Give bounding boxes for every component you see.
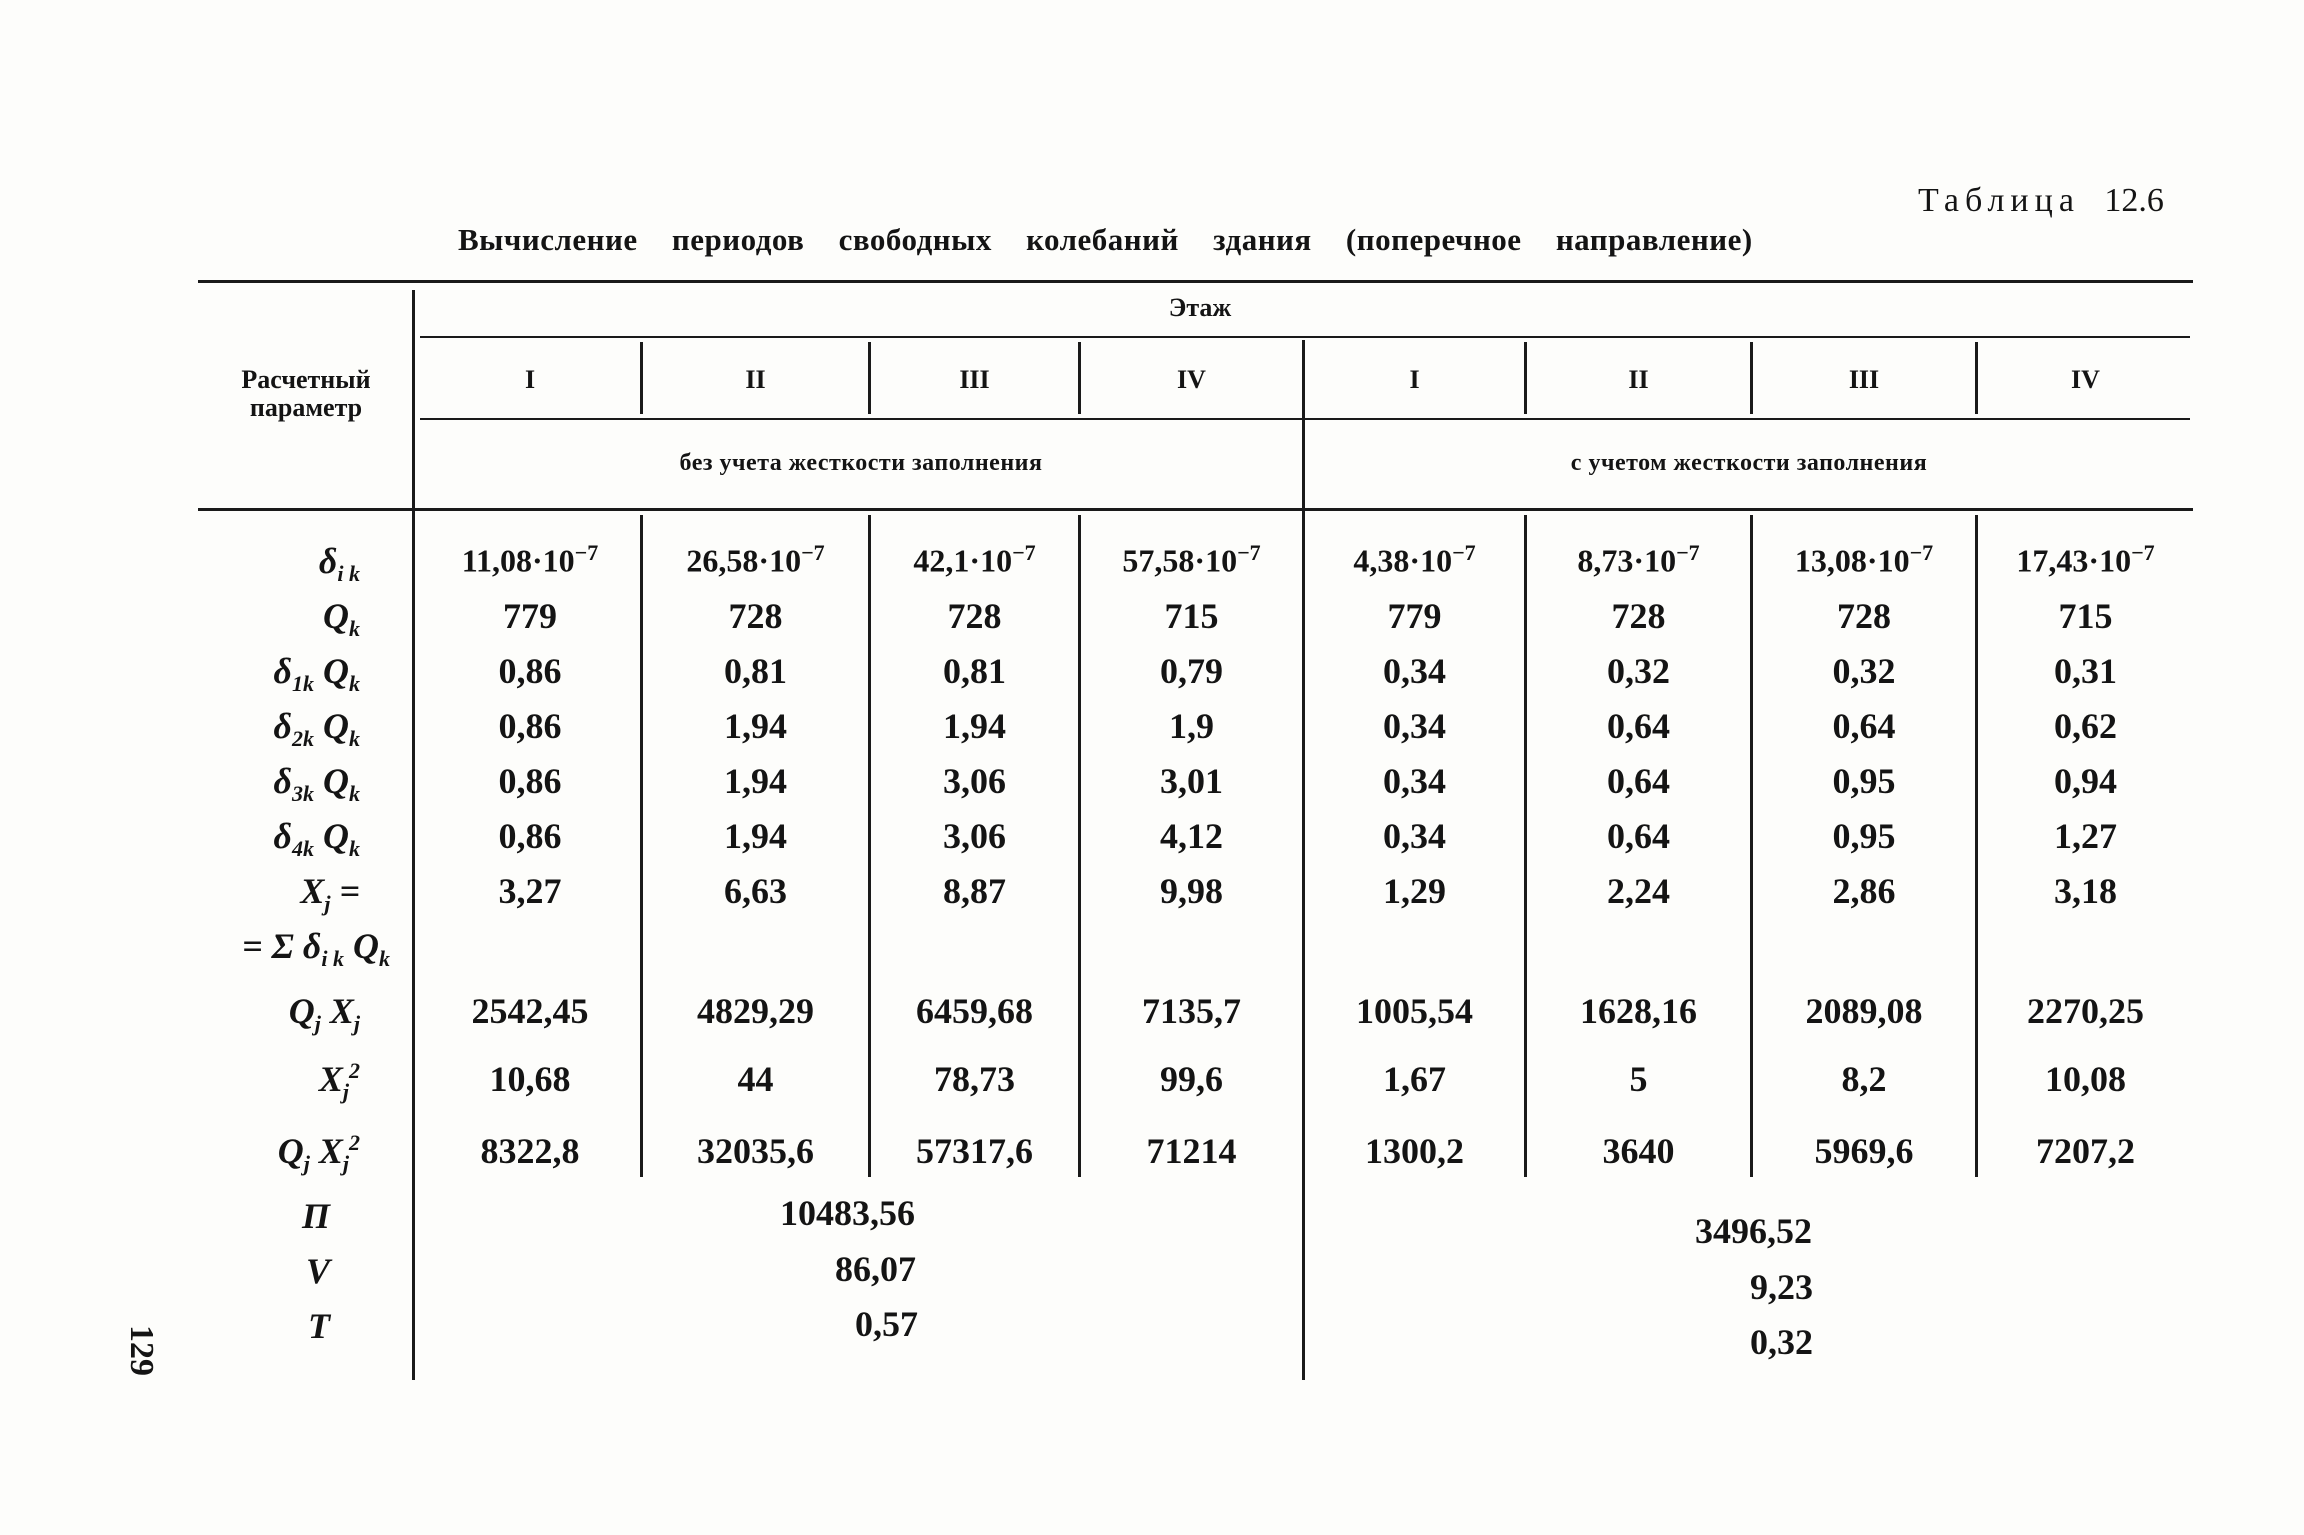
cell-value: 6,63 <box>724 871 787 911</box>
table-cell <box>1305 1130 1524 1172</box>
group-right-header: с учетом жесткости заполнения <box>1570 450 1928 476</box>
cell-value: 3,06 <box>943 816 1006 856</box>
table-cell <box>420 760 640 802</box>
table-cell <box>1081 540 1302 580</box>
floor-rule <box>420 336 2190 338</box>
floor-header: Этаж <box>1168 293 1232 322</box>
table-cell <box>871 595 1078 637</box>
cell-value: 8322,8 <box>480 1131 580 1171</box>
cell-value: 0,32 <box>1607 651 1670 691</box>
cell-value: 1,67 <box>1383 1059 1446 1099</box>
floor-col-header: IV <box>1177 365 1206 394</box>
cell-value: 0,86 <box>498 816 562 856</box>
summary-v-right: 9,23 <box>1750 1267 1813 1307</box>
table-cell <box>871 815 1078 857</box>
cell-value: 57,58·10 <box>1122 542 1238 579</box>
table-cell <box>1978 760 2193 802</box>
cell-value: 0,32 <box>1832 651 1896 691</box>
table-cell <box>871 870 1078 912</box>
cell-value: 10,68 <box>489 1059 571 1099</box>
cell-value: 0,34 <box>1383 816 1446 856</box>
table-cell <box>1305 1058 1524 1100</box>
cell-value: 3,27 <box>498 871 562 911</box>
cell-value: 0,64 <box>1832 706 1896 746</box>
cell-value: 1005,54 <box>1356 991 1473 1031</box>
floor-col-header: II <box>745 365 766 394</box>
cell-value: 0,64 <box>1607 816 1670 856</box>
table-cell <box>643 990 868 1032</box>
param-delta-ik: $\delta_{i k}$ <box>318 541 360 587</box>
cell-value: 728 <box>1611 596 1666 636</box>
table-cell <box>871 540 1078 580</box>
param-header <box>206 366 406 422</box>
table-cell <box>1305 595 1524 637</box>
table-cell <box>1081 870 1302 912</box>
cell-value: 5 <box>1629 1059 1648 1099</box>
cell-value: 0,79 <box>1160 651 1223 691</box>
summary-t-left: 0,57 <box>855 1304 918 1344</box>
table-cell <box>1753 760 1975 802</box>
table-cell <box>1081 705 1302 747</box>
cell-value: 0,81 <box>724 651 787 691</box>
param-d2k-qk: $\delta_{2k}$ $Q_k$ <box>273 706 360 752</box>
table-cell <box>1978 815 2193 857</box>
cell-value: 3,18 <box>2054 871 2117 911</box>
table-cell <box>1753 990 1975 1032</box>
summary-p-left: 10483,56 <box>780 1193 915 1233</box>
param-qj-xj: $Q_j$ $X_j$ <box>288 991 360 1037</box>
table-title: Вычисление периодов свободных колебаний здания (поперечное направление) <box>458 222 1753 257</box>
table-cell <box>1081 760 1302 802</box>
cell-value: 4,12 <box>1160 816 1223 856</box>
table-cell <box>643 870 868 912</box>
table-cell <box>643 1130 868 1172</box>
header-bottom-rule <box>198 508 2193 511</box>
cell-value: 0,34 <box>1383 651 1446 691</box>
cell-value: 728 <box>728 596 783 636</box>
cell-value: 728 <box>1837 596 1891 636</box>
floor-col-header: III <box>959 365 990 394</box>
cell-value: 0,86 <box>498 651 562 691</box>
table-cell <box>1753 815 1975 857</box>
param-v: V <box>305 1251 330 1291</box>
table-cell <box>643 815 868 857</box>
cell-value: 8,87 <box>943 871 1006 911</box>
table-cell <box>871 650 1078 692</box>
summary-p-right: 3496,52 <box>1695 1211 1812 1251</box>
table-cell <box>643 540 868 580</box>
table-caption <box>1918 182 2164 220</box>
table-cell <box>1305 650 1524 692</box>
table-cell <box>1978 870 2193 912</box>
caption-number: 12.6 <box>2104 182 2164 219</box>
cell-value: 0,34 <box>1383 706 1446 746</box>
table-cell <box>1081 990 1302 1032</box>
summary-v-left: 86,07 <box>835 1249 916 1289</box>
cell-value: 1,27 <box>2054 816 2117 856</box>
cell-value: 2,24 <box>1607 871 1670 911</box>
cell-value: 1628,16 <box>1580 991 1697 1031</box>
table-cell <box>420 705 640 747</box>
table-cell <box>420 870 640 912</box>
table-cell <box>1753 1058 1975 1100</box>
cell-value: 11,08·10 <box>461 542 575 579</box>
table-cell <box>1978 1058 2193 1100</box>
table-cell <box>1527 990 1750 1032</box>
table-cell <box>1527 650 1750 692</box>
cell-exponent: −7 <box>1676 540 1700 565</box>
cell-value: 1,94 <box>724 761 787 801</box>
param-qk: $Q_k$ <box>323 596 360 642</box>
cell-value: 715 <box>1164 596 1219 636</box>
cell-value: 5969,6 <box>1814 1131 1914 1171</box>
table-cell <box>643 595 868 637</box>
cell-value: 4,38·10 <box>1353 542 1453 579</box>
group-left-header: без учета жесткости заполнения <box>679 450 1043 476</box>
floor-col-header: IV <box>2071 365 2100 394</box>
table-cell <box>420 815 640 857</box>
cell-value: 715 <box>2058 596 2113 636</box>
cell-value: 1,94 <box>943 706 1006 746</box>
table-cell <box>420 1058 640 1100</box>
floor-col-header: I <box>524 365 536 394</box>
cell-value: 4829,29 <box>697 991 814 1031</box>
cell-value: 78,73 <box>934 1059 1015 1099</box>
cell-exponent: −7 <box>574 540 599 565</box>
cell-value: 57317,6 <box>916 1131 1033 1171</box>
summary-t-right: 0,32 <box>1750 1322 1813 1362</box>
cell-value: 779 <box>503 596 557 636</box>
table-cell <box>1527 1058 1750 1100</box>
table-cell <box>643 760 868 802</box>
param-t: T <box>308 1306 330 1346</box>
table-cell <box>1527 595 1750 637</box>
param-header-line2: параметр <box>249 393 363 422</box>
table-cell <box>420 1130 640 1172</box>
cell-value: 1,29 <box>1383 871 1446 911</box>
table-cell <box>1978 650 2193 692</box>
table-cell <box>871 990 1078 1032</box>
floor-col-header: I <box>1409 365 1420 394</box>
table-cell <box>1305 870 1524 912</box>
param-d4k-qk: $\delta_{4k}$ $Q_k$ <box>273 816 360 862</box>
table-cell <box>420 650 640 692</box>
group-rule <box>420 418 2190 420</box>
param-xj2: $X_j^2$ <box>318 1058 360 1105</box>
cell-value: 8,73·10 <box>1577 542 1677 579</box>
group-divider <box>1302 340 1305 1380</box>
cell-value: 3,06 <box>943 761 1006 801</box>
cell-value: 1,94 <box>724 706 787 746</box>
cell-value: 13,08·10 <box>1794 542 1910 579</box>
param-p: П <box>301 1196 330 1236</box>
top-rule <box>198 280 2193 283</box>
cell-value: 17,43·10 <box>2016 542 2132 579</box>
cell-exponent: −7 <box>801 540 825 565</box>
cell-value: 1,9 <box>1169 706 1214 746</box>
cell-value: 71214 <box>1146 1131 1237 1171</box>
table-cell <box>871 1130 1078 1172</box>
cell-value: 7135,7 <box>1142 991 1241 1031</box>
table-cell <box>1978 990 2193 1032</box>
cell-value: 779 <box>1387 596 1442 636</box>
param-divider <box>412 290 415 1380</box>
cell-value: 8,2 <box>1841 1059 1887 1099</box>
table-cell <box>1753 540 1975 580</box>
table-cell <box>871 1058 1078 1100</box>
table-cell <box>420 990 640 1032</box>
cell-value: 99,6 <box>1160 1059 1223 1099</box>
cell-value: 26,58·10 <box>686 542 802 579</box>
table-cell <box>1305 990 1524 1032</box>
table-cell <box>1978 540 2193 580</box>
table-cell <box>420 595 640 637</box>
table-cell <box>1081 650 1302 692</box>
table-cell <box>1527 1130 1750 1172</box>
table-cell <box>871 760 1078 802</box>
cell-exponent: −7 <box>1012 540 1036 565</box>
table-cell <box>1081 815 1302 857</box>
table-cell <box>871 705 1078 747</box>
cell-value: 44 <box>737 1059 774 1099</box>
table-cell <box>1527 705 1750 747</box>
table-cell <box>1527 540 1750 580</box>
cell-value: 0,94 <box>2054 761 2117 801</box>
cell-value: 9,98 <box>1160 871 1223 911</box>
table-cell <box>1081 1058 1302 1100</box>
table-cell <box>1305 760 1524 802</box>
cell-value: 2542,45 <box>471 991 589 1031</box>
cell-exponent: −7 <box>1909 540 1934 565</box>
table-cell <box>1753 870 1975 912</box>
cell-exponent: −7 <box>2131 540 2155 565</box>
cell-value: 0,64 <box>1607 706 1670 746</box>
cell-value: 6459,68 <box>916 991 1033 1031</box>
cell-value: 0,31 <box>2054 651 2117 691</box>
table-cell <box>1753 595 1975 637</box>
cell-value: 0,95 <box>1832 816 1896 856</box>
cell-value: 2,86 <box>1832 871 1896 911</box>
cell-value: 0,86 <box>498 706 562 746</box>
table-cell <box>1978 705 2193 747</box>
cell-value: 728 <box>947 596 1002 636</box>
cell-value: 1,94 <box>724 816 787 856</box>
cell-exponent: −7 <box>1452 540 1476 565</box>
cell-value: 2089,08 <box>1805 991 1923 1031</box>
caption-label: Таблица <box>1918 182 2080 219</box>
cell-value: 0,62 <box>2054 706 2117 746</box>
cell-value: 32035,6 <box>697 1131 814 1171</box>
param-header-line1: Расчетный <box>241 365 371 394</box>
table-cell <box>1978 595 2193 637</box>
table-cell <box>1305 540 1524 580</box>
cell-value: 0,64 <box>1607 761 1670 801</box>
table-cell <box>1753 705 1975 747</box>
cell-value: 3,01 <box>1160 761 1223 801</box>
floor-col-header: II <box>1628 365 1649 394</box>
cell-value: 3640 <box>1602 1131 1675 1171</box>
param-xj: $X_j$ = <box>300 871 360 917</box>
table-cell <box>1527 815 1750 857</box>
table-cell <box>1978 1130 2193 1172</box>
cell-value: 0,95 <box>1832 761 1896 801</box>
cell-exponent: −7 <box>1237 540 1261 565</box>
table-cell <box>1753 650 1975 692</box>
cell-value: 0,34 <box>1383 761 1446 801</box>
table-cell <box>643 1058 868 1100</box>
table-cell <box>1081 1130 1302 1172</box>
table-cell <box>1527 870 1750 912</box>
param-d3k-qk: $\delta_{3k}$ $Q_k$ <box>273 761 360 807</box>
table-cell <box>1753 1130 1975 1172</box>
cell-value: 0,81 <box>943 651 1006 691</box>
table-cell <box>643 650 868 692</box>
param-xj-sum: = Σ $\delta_{i k}$ $Q_k$ <box>242 926 390 972</box>
table-cell <box>1305 815 1524 857</box>
table-cell <box>643 705 868 747</box>
table-cell <box>420 540 640 580</box>
param-qj-xj2: $Q_j$ $X_j^2$ <box>277 1130 360 1177</box>
cell-value: 10,08 <box>2045 1059 2126 1099</box>
cell-value: 7207,2 <box>2036 1131 2135 1171</box>
table-cell <box>1081 595 1302 637</box>
param-d1k-qk: $\delta_{1k}$ $Q_k$ <box>273 651 360 697</box>
cell-value: 1300,2 <box>1365 1131 1464 1171</box>
table-cell <box>1305 705 1524 747</box>
table-cell <box>1527 760 1750 802</box>
page-number: 129 <box>123 1325 160 1376</box>
cell-value: 2270,25 <box>2027 991 2144 1031</box>
cell-value: 42,1·10 <box>913 542 1013 579</box>
floor-col-header: III <box>1848 365 1880 394</box>
cell-value: 0,86 <box>498 761 562 801</box>
